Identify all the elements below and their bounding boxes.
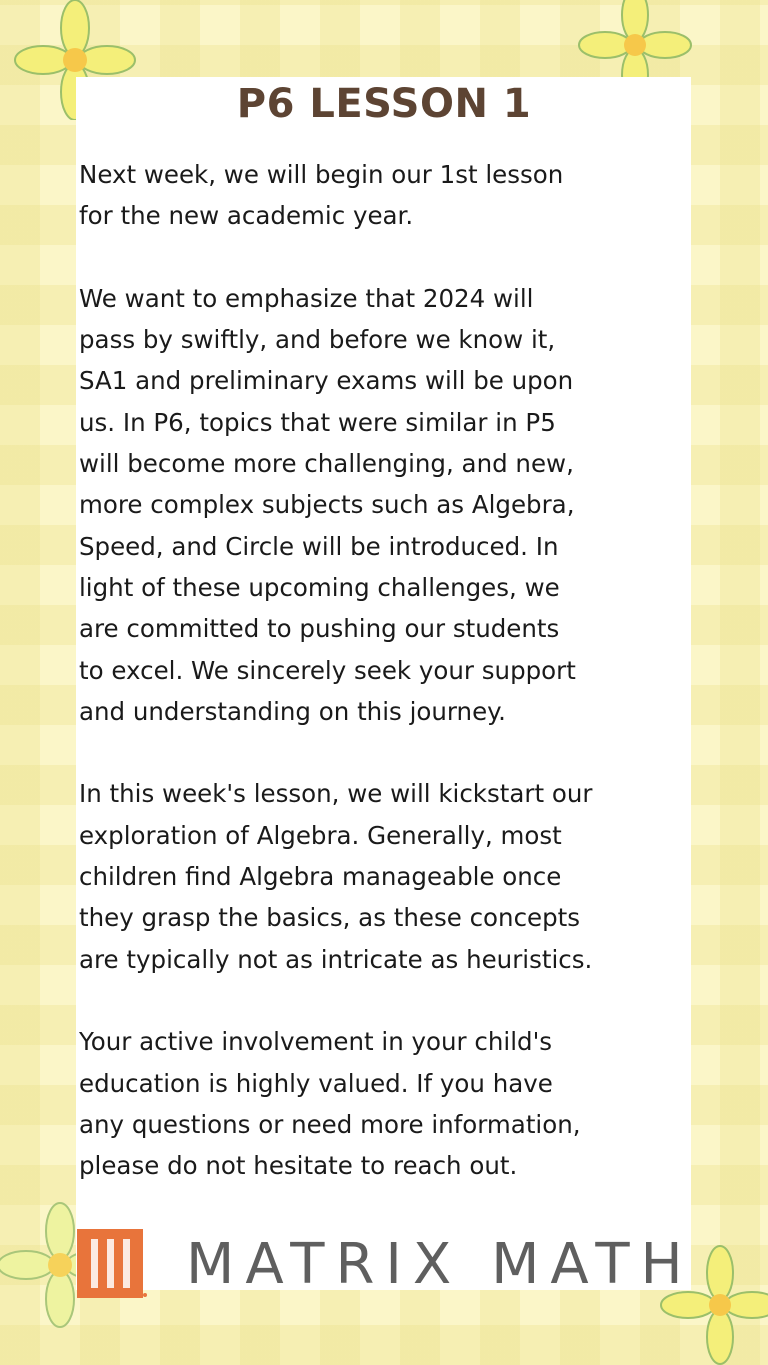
paragraph-emphasis: We want to emphasize that 2024 will pass by swiftly, and before we know it, SA1 and preliminary exams will be upon us. In P6, topics that were similar in P5 will become more challenging, and new, more complex subjects such as Algebra, Speed, and Circle will be introduced. In light of these upcoming challenges, we are committed to pushing our students to excel. We sincerely seek your support and understanding on this journey.	[79, 283, 576, 726]
paragraph-algebra: In this week's lesson, we will kickstart our exploration of Algebra. Generally, most children find Algebra manageable once they grasp the basics, as these concepts are typically not as intricate as heuristics.	[79, 779, 593, 974]
matrix-math-logo-icon	[77, 1229, 147, 1298]
paragraph-intro: Next week, we will begin our 1st lesson for the new academic year.	[79, 160, 564, 231]
paragraph-involvement: Your active involvement in your child's education is highly valued. If you have any questions or need more information, please do not hesitate to reach out.	[79, 1027, 581, 1181]
page-title: P6 LESSON 1	[236, 81, 532, 127]
brand-name: MATRIX MATH	[186, 1232, 694, 1297]
announcement-body	[79, 154, 691, 1228]
